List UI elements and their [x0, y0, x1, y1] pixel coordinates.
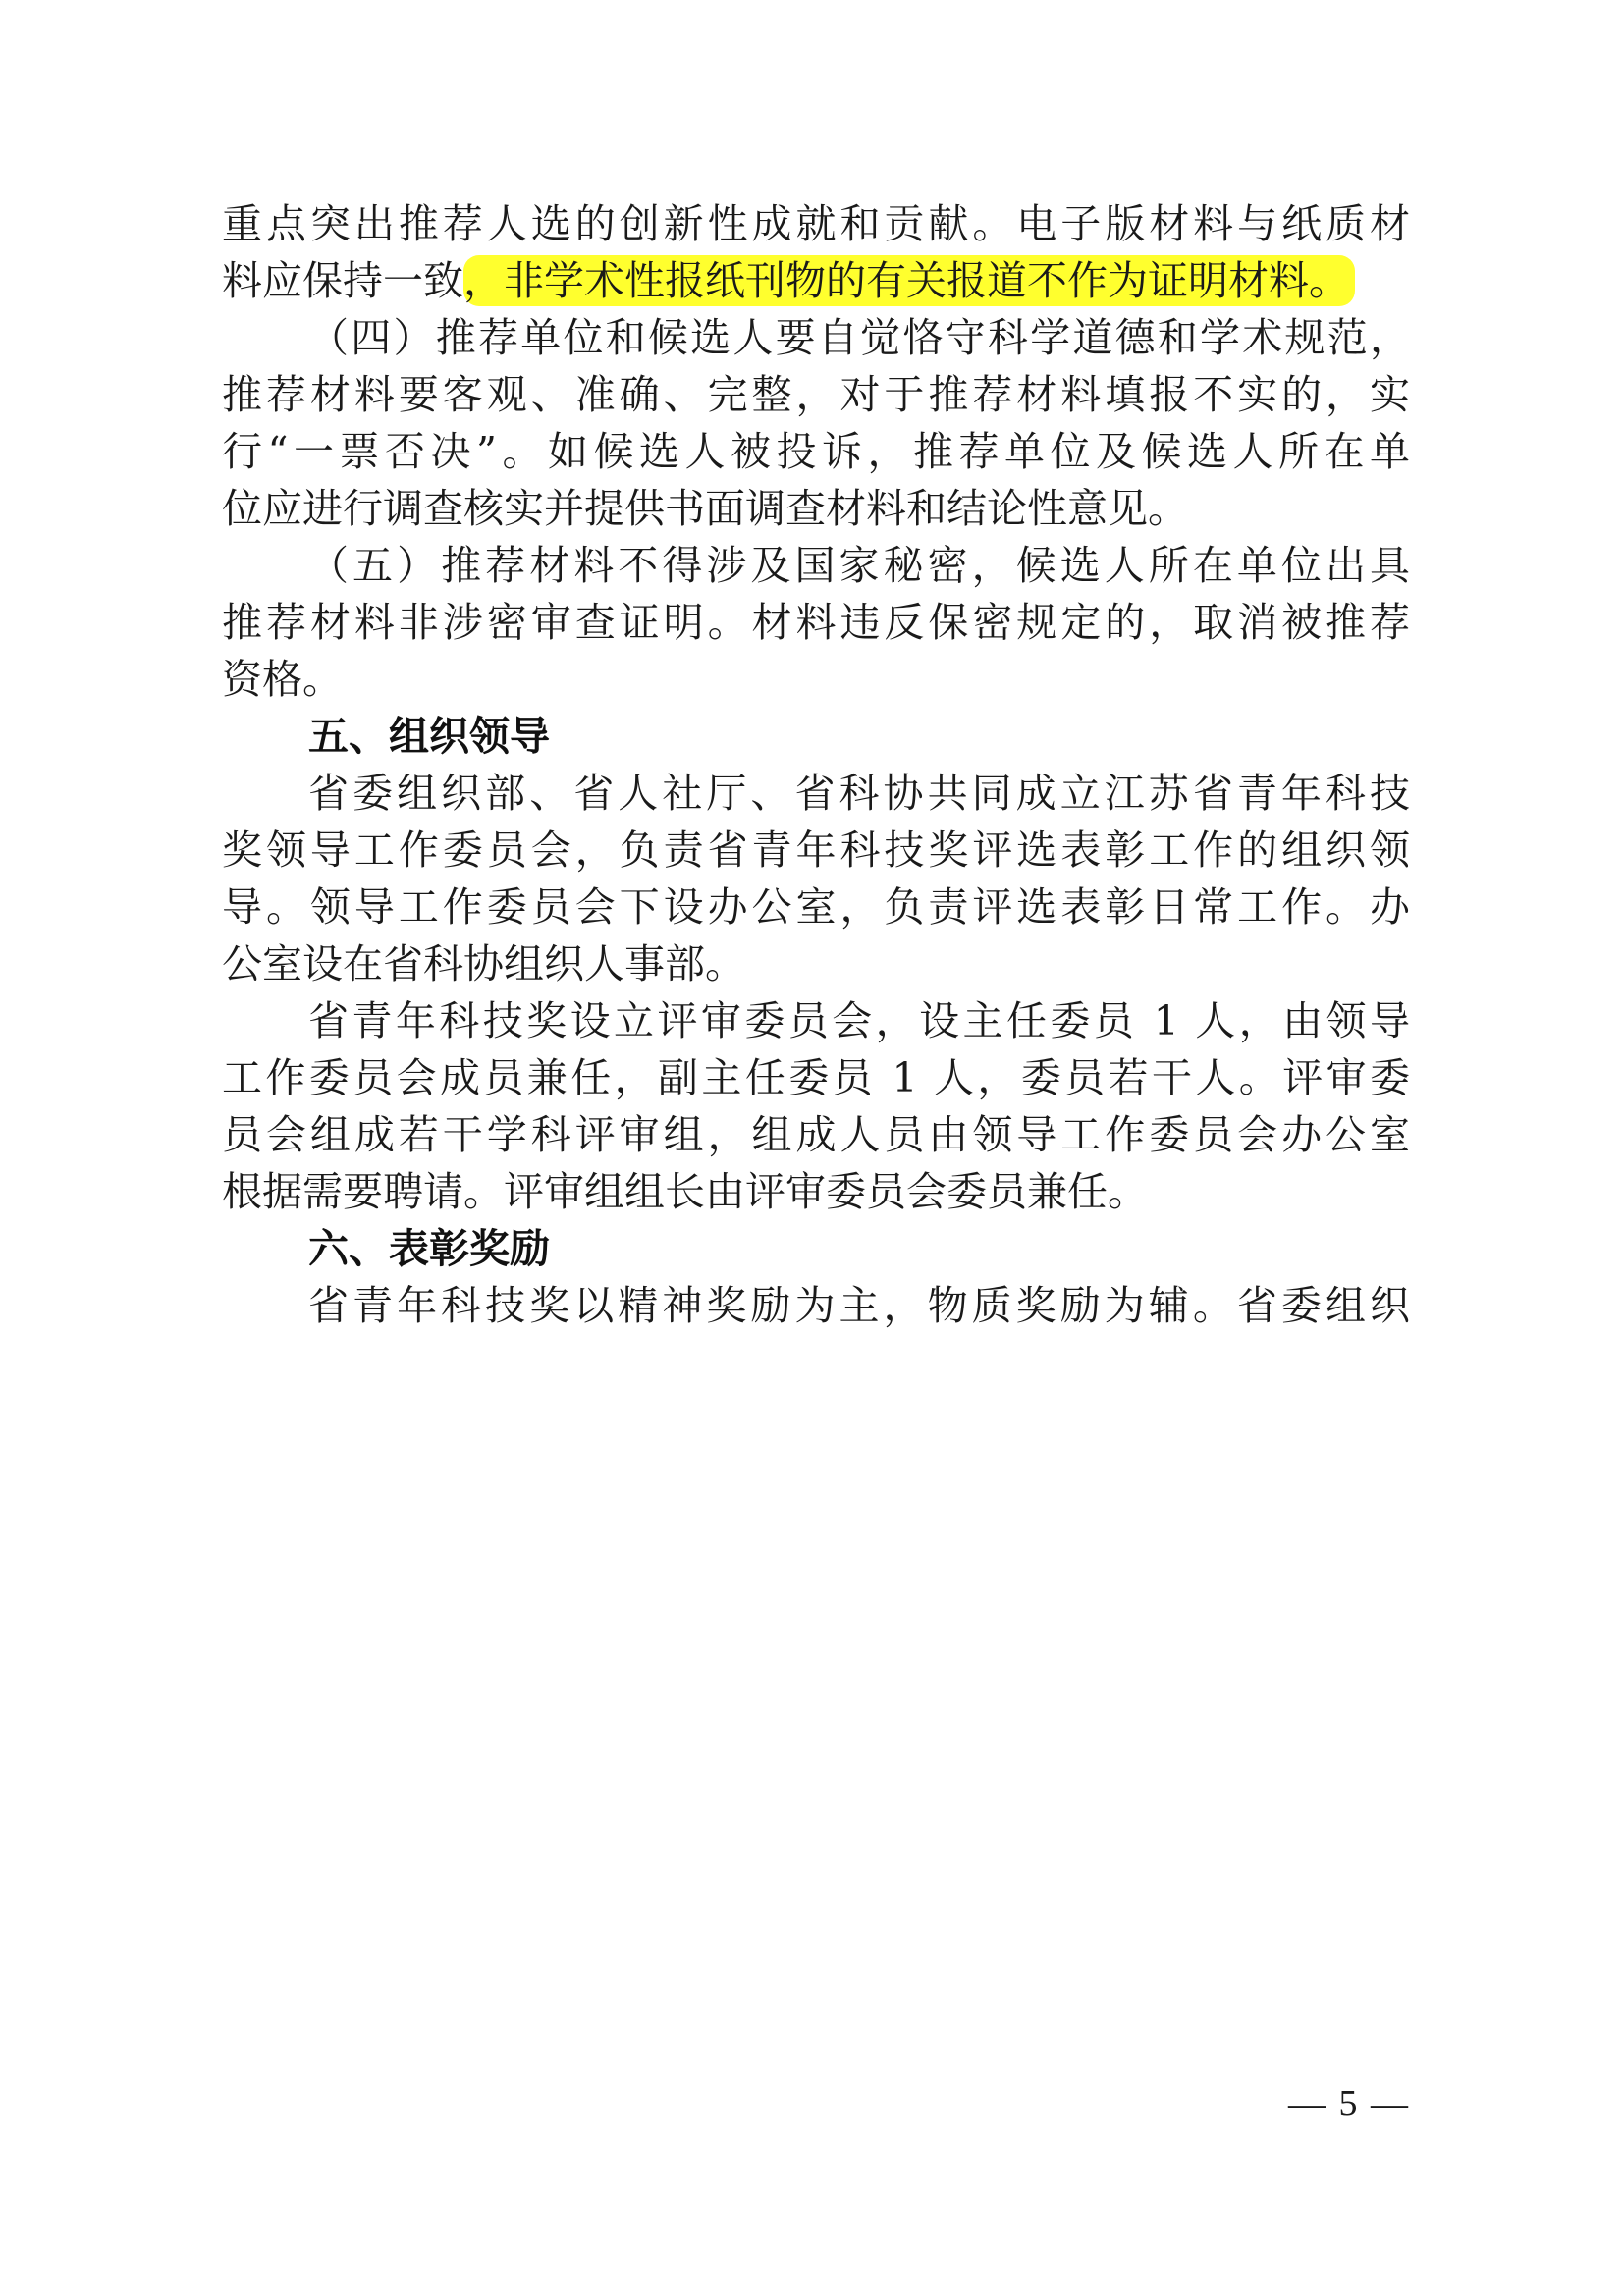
paragraph-line: 员会组成若干学科评审组，组成人员由领导工作委员会办公室	[222, 1111, 1410, 1158]
paragraph-line: 奖领导工作委员会，负责省青年科技奖评选表彰工作的组织领	[222, 827, 1410, 874]
paragraph-line: 导。领导工作委员会下设办公室，负责评选表彰日常工作。办	[222, 883, 1410, 931]
paragraph-line: 推荐材料非涉密审查证明。材料违反保密规定的，取消被推荐	[222, 599, 1410, 646]
section-heading-organization: 五、组织领导	[308, 713, 550, 760]
paragraph-line: 省青年科技奖设立评审委员会，设主任委员 1 人，由领导	[308, 997, 1410, 1044]
paragraph-line: 重点突出推荐人选的创新性成就和贡献。电子版材料与纸质材	[222, 200, 1410, 247]
paragraph-line: 资格。	[222, 656, 343, 703]
section-heading-awards: 六、表彰奖励	[308, 1225, 550, 1272]
paragraph-line: （四）推荐单位和候选人要自觉恪守科学道德和学术规范，	[308, 314, 1410, 361]
paragraph-line: （五）推荐材料不得涉及国家秘密，候选人所在单位出具	[308, 542, 1410, 589]
paragraph-line: 省委组织部、省人社厅、省科协共同成立江苏省青年科技	[308, 770, 1410, 817]
page-number: — 5 —	[1288, 2083, 1410, 2124]
paragraph-line-highlighted	[222, 251, 1410, 310]
paragraph-line: 行“一票否决”。如候选人被投诉，推荐单位及候选人所在单	[222, 428, 1410, 475]
paragraph-line: 根据需要聘请。评审组组长由评审委员会委员兼任。	[222, 1168, 1148, 1215]
paragraph-line: 位应进行调查核实并提供书面调查材料和结论性意见。	[222, 485, 1188, 532]
paragraph-line: 省青年科技奖以精神奖励为主，物质奖励为辅。省委组织	[308, 1282, 1410, 1329]
paragraph-line: 工作委员会成员兼任，副主任委员 1 人，委员若干人。评审委	[222, 1054, 1410, 1101]
highlighted-text: ，非学术性报纸刊物的有关报道不作为证明材料。	[463, 255, 1355, 306]
text-segment: 料应保持一致	[222, 257, 463, 304]
paragraph-line: 推荐材料要客观、准确、完整，对于推荐材料填报不实的，实	[222, 371, 1410, 418]
paragraph-line: 公室设在省科协组织人事部。	[222, 940, 745, 988]
